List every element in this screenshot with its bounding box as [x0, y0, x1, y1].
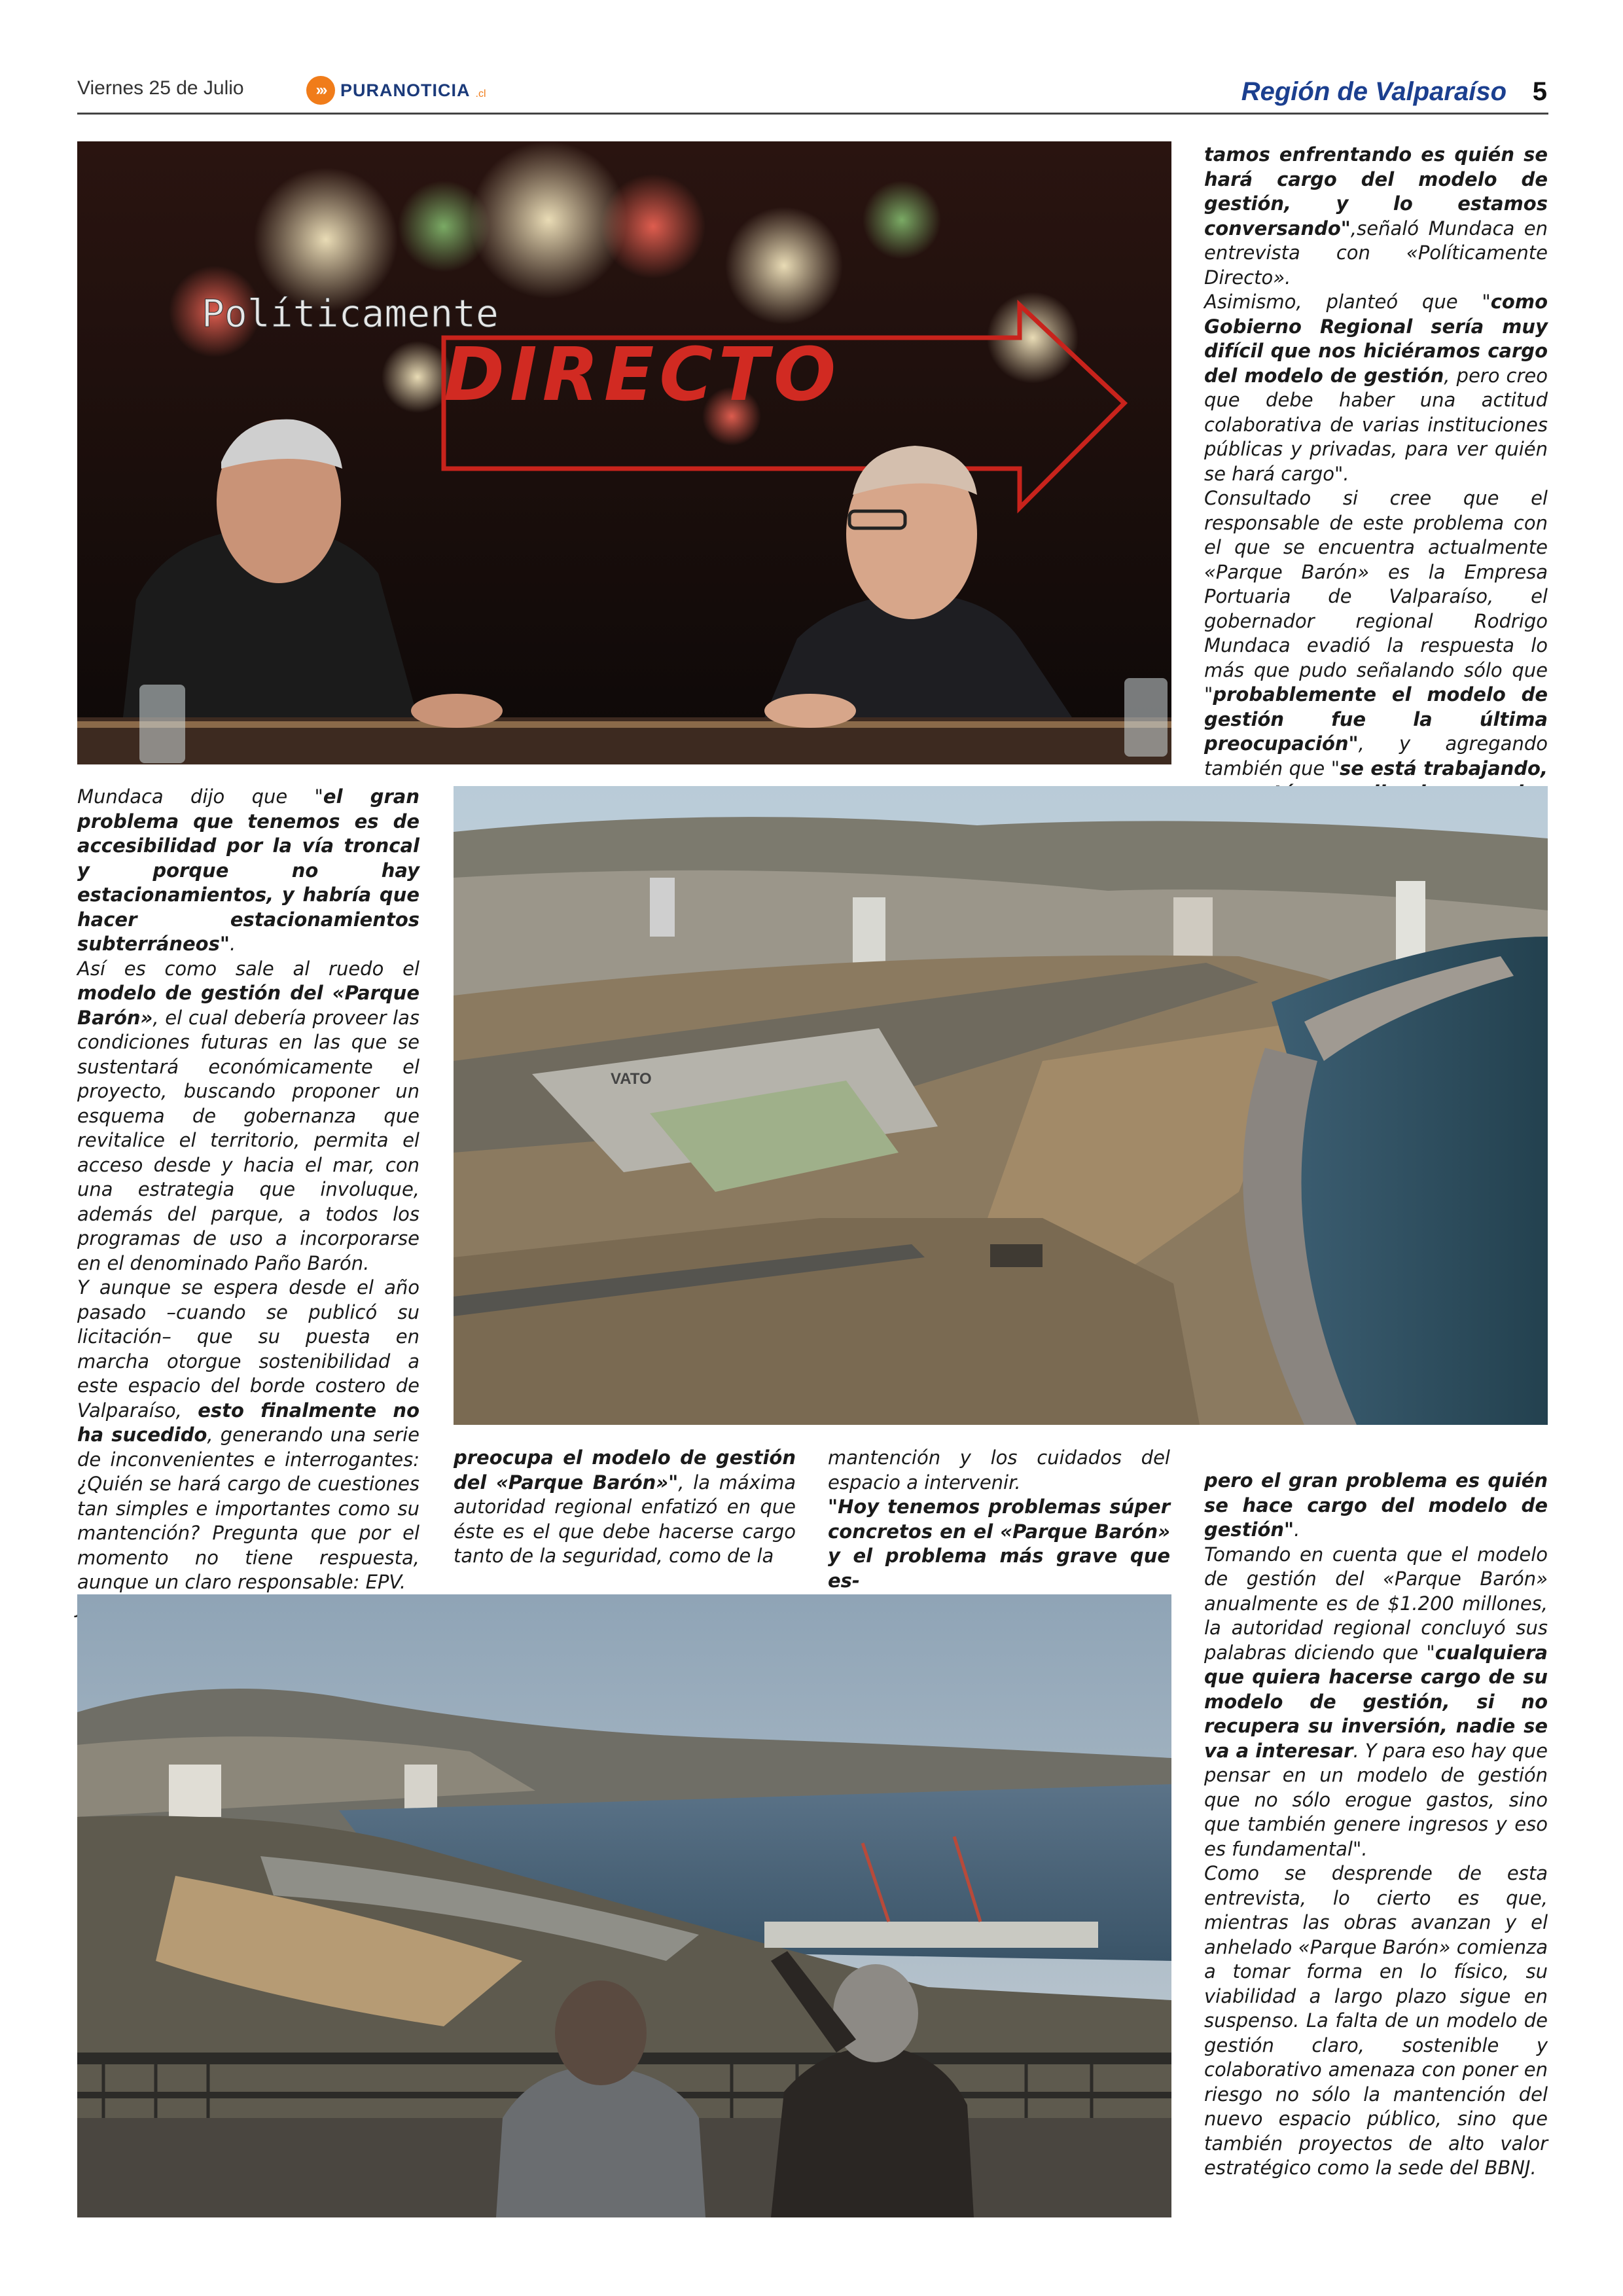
- article-paragraph: [1204, 1469, 1548, 1543]
- article-paragraph: [1204, 1543, 1548, 1862]
- text-run: . Y para eso hay que pensar en un modelo de gestión que no sólo erogue gastos, sino que también genere ingresos y eso es fundamental".: [1204, 1739, 1548, 1860]
- text-run: , el cual debería proveer las condiciones futuras en las que se sustentará económicamente el proyecto, buscando proponer un esquema de gobernanza que revitalice el territorio, permita el acceso desde y hacia el mar, con una estrategia que involuque, además del parque, a todos los programas de uso a incorporarse en el denominado Paño Barón.: [77, 1006, 419, 1274]
- tv-title-line2: DIRECTO: [444, 332, 842, 418]
- quote-bold: preocupa el modelo de gestión del «Parque Barón»": [454, 1446, 796, 1494]
- quote-bold: pero el gran problema es quién se hace cargo del modelo de gestión": [1204, 1469, 1548, 1541]
- text-run: Así es como sale al ruedo el: [77, 957, 419, 980]
- quote-bold: probablemente el modelo de gestión fue la última preocupación": [1204, 683, 1548, 755]
- quote-bold: se está trabajando,: [1340, 757, 1548, 780]
- photo-tv-interview: [77, 141, 1171, 764]
- column-right-bottom: [1204, 1469, 1548, 2181]
- text-run: Y aunque se espera desde el año pasado –cuando se publicó su licitación– que su puesta en marcha otorgue sostenibilidad a este espacio del borde costero de Valparaíso,: [77, 1276, 419, 1422]
- quote-bold: como Gobierno Regional sería muy difícil que nos hiciéramos cargo del modelo de gestión: [1204, 291, 1548, 387]
- column-left: [77, 785, 419, 1619]
- article-paragraph: [1204, 143, 1548, 290]
- column-middle-a: [454, 1446, 796, 1569]
- article-paragraph: [454, 1446, 796, 1569]
- photo-aerial-parque-baron: [454, 786, 1548, 1425]
- article-paragraph: [1204, 290, 1548, 486]
- quote-bold: esto finalmente no ha sucedido: [77, 1399, 420, 1446]
- article-paragraph: [828, 1446, 1170, 1495]
- article-paragraph: [77, 957, 419, 1276]
- page-number: 5: [1532, 77, 1547, 106]
- quote-bold: el gran problema que tenemos es de accesibilidad por la vía troncal y porque no hay estacionamientos, y habría que hacer estacionamientos subterráneos": [77, 785, 419, 955]
- photo-bay-overlook: [77, 1594, 1171, 2217]
- tv-title-line1: Políticamente: [202, 291, 499, 336]
- text-run: , pero creo que debe haber una actitud colaborativa de varias instituciones públicas y privadas, para ver quién se hará cargo".: [1204, 364, 1548, 485]
- aerial-warehouse-sign: VATO: [611, 1070, 652, 1088]
- logo-text: PURANOTICIA: [340, 80, 471, 100]
- quote-bold: cualquiera que quiera hacerse cargo de su modelo de gestión, si no recupera su inversión, nadie se va a interesar: [1204, 1641, 1548, 1762]
- article-paragraph: [77, 785, 419, 957]
- article-paragraph: [1204, 1861, 1548, 2181]
- article-paragraph: [828, 1495, 1170, 1593]
- column-middle-b: [828, 1446, 1170, 1593]
- text-run: Mundaca dijo que ": [77, 785, 323, 808]
- text-run: , y agregando también que ": [1204, 732, 1548, 780]
- text-run: ,señaló Mundaca en entrevista con «Políticamente Directo».: [1204, 217, 1548, 289]
- text-run: , la máxima autoridad regional enfatizó en que éste es el que debe hacerse cargo tanto de la seguridad, como de la: [454, 1471, 796, 1567]
- text-run: .: [229, 933, 236, 955]
- article-paragraph: [77, 1276, 419, 1595]
- article-paragraph: [1204, 486, 1548, 830]
- header-date: Viernes 25 de Julio: [77, 77, 244, 99]
- logo-chevrons-icon: ›››: [306, 76, 335, 105]
- text-run: Tomando en cuenta que el modelo de gestión del «Parque Barón» anualmente es de $1.200 millones, la autoridad regional concluyó sus palabras diciendo que ": [1204, 1543, 1548, 1664]
- quote-bold: "Hoy tenemos problemas súper concretos en el «Parque Barón» y el problema más grave que es-: [828, 1496, 1170, 1592]
- quote-bold: modelo de gestión del «Parque Barón»: [77, 982, 419, 1029]
- quote-bold: tamos enfrentando es quién se hará cargo del modelo de gestión, y lo estamos conversando": [1204, 143, 1548, 240]
- section-title: Región de Valparaíso: [1241, 77, 1507, 106]
- text-run: .: [1294, 1518, 1300, 1541]
- text-run: Como se desprende de esta entrevista, lo cierto es que, mientras las obras avanzan y el anhelado «Parque Barón» comienza a tomar forma en lo físico, su viabilidad a largo plazo sigue en suspenso. La falta de un modelo de gestión claro, sostenible y colaborativo amenaza con poner en riesgo no sólo la mantención del nuevo espacio público, sino que también proyectos de alto valor estratégico como la sede del BBNJ.: [1204, 1862, 1548, 2179]
- text-run: Consultado si cree que el responsable de este problema con el que se encuentra actualmente «Parque Barón» es la Empresa Portuaria de Valparaíso, el gobernador regional Rodrigo Mundaca evadió la respuesta lo más que pudo señalando sólo que ": [1204, 487, 1548, 706]
- text-run: Asimismo, planteó que ": [1204, 291, 1491, 313]
- logo-suffix: .cl: [475, 88, 486, 99]
- header-rule: [77, 113, 1548, 115]
- text-run: mantención y los cuidados del espacio a intervenir.: [828, 1446, 1170, 1494]
- text-run: , generando una serie de inconvenientes e interrogantes: ¿Quién se hará cargo de cuestiones tan simples e importantes como su mantención? Pregunta que por el momento no tiene respuesta, aunque un claro responsable: EPV.: [77, 1424, 419, 1593]
- column-right-top: [1204, 143, 1548, 830]
- publication-logo: [306, 76, 486, 105]
